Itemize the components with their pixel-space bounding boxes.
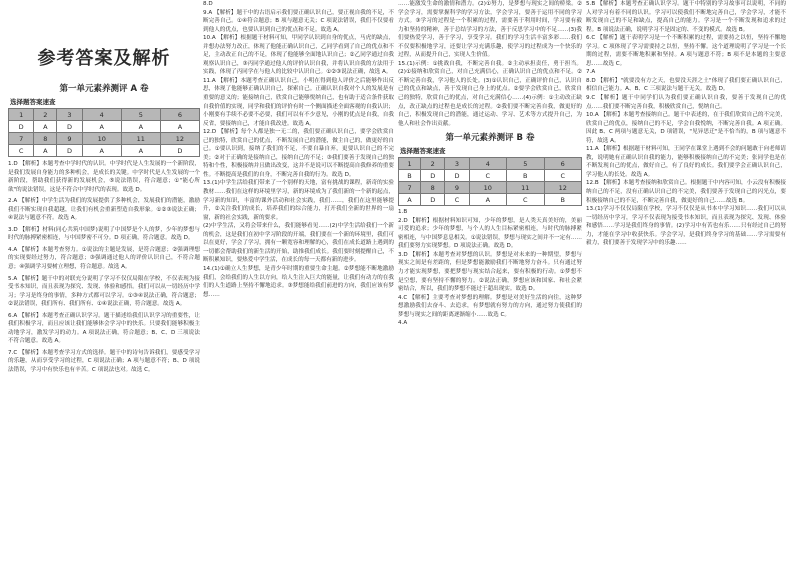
column-1 [8,0,200,561]
answer-table-title: 选择题答案速查 [10,98,56,106]
answer-paragraph: 5.B 【解析】本题考查正确认识学习。题干中特别的学习故事可以说明，不同的人对学习有着不同的认识。学习可以使我们不断地完善自己，学会学习，才能不断发现自己的不足和缺点，提高自己的能力。学习是一个不断发现和追求的过程。B 项说法正确，说明学习不是固定的、不变的模式。故选 B。 [586,1,786,33]
answer-paragraph: (2)中学生活，又将会带来什么，我们能够看见……(2)中学生活给我们一个新的机会，这是我们在初中学习阶段的开端，我们要在一个新的环境里，我们可以在更好，学会了学习，拥有一颗宽容和理解的心，我们在成长道路上遇到的一切都会帮助我们的新生活的开始，助推我们成长。我们要时刻提醒自己，不断积累知识，要热爱中学生活，在成长的每一天都有新的进步。 [203,223,394,264]
column-4 [586,0,786,561]
answer-paragraph: 8.D [203,1,213,7]
table-cell: 3 [445,158,469,170]
answer-paragraph: 4.A [398,320,408,327]
table-cell: 12 [544,182,582,194]
table-cell: 6 [544,158,582,170]
table-cell: 7 [399,182,421,194]
answer-paragraph: 2.A 【解析】中学生活为我们的发展提供了多种机会，发展我们的潜能，激励我们不断实现自我超越，让我们有机会重新塑造自我形象。①②③说法正确；④说法与题意不符。故选 A。 [8,198,200,222]
table-cell: A [469,194,506,206]
answer-paragraph: 6.C 【解析】题干表明学习是一个不断积累的过程，需要持之以恒，坚持不懈地学习。C 项体现了学习需要持之以恒，坚持不懈。这个道理说明了学习是一个长期的过程，需要不断地积累和坚持。A 项与题意不符；B 项不是本题的主要意思……故选 C。 [586,35,786,67]
answer-paragraph: 4.A 【解析】本题考查努力。①说法的主题是发展，是符合题意；②强调理想的实现要经过努力，符合题意；③强调通过他人的评价认识自己，不符合题意；④强调学习要树立理想，符合题意。故选 A。 [8,246,200,271]
answer-paragraph: 4.C 【解析】主要考查对梦想的理解。梦想是对美好生活的向往，这种梦想激励我们去奋斗、去追求，有梦想就有努力的方向，通过努力使我们的梦想与现实之间的距离逐渐缩小……故选 C。 [398,294,582,318]
table-cell: C [445,194,469,206]
answer-paragraph: 1.D 【解析】本题考查中学时代的认识。中学时代是人生发展的一个新阶段，是我们发展自身能力的多种机会，是成长的关键。中学时代是人生发展的一个新阶段，帮助我们获得新的发展机会，⑤说法错误，符合题意；①"能心所欲"的说法错误，这是不符合中学时代的表现。故选 D。 [8,161,200,193]
answer-paragraph: 13.(1)学习不仅仅局限在学校，学习不仅仅是从书本中学习知识……我们可以从一切经历中学习，学习不仅表现为接受书本知识，而且表现为探究、发现、体验和感悟……学习是我们终身的事情。(2)学习中有苦也有乐……只有经过自己的努力，才能在学习中收获快乐。学会学习，是我们终身学习的基础……学习需要有毅力，我们要善于发现学习中的乐趣…… [586,206,786,247]
table-cell: 2 [421,158,445,170]
answer-paragraph: 2.D 【解析】根据材料知识可知，少年的梦想，是人类天真美好的，美丽可爱的追求；少年的梦想，与个人的人生目标紧密相连，与时代的脉搏紧密相连，与中国梦息息相关。①说法错误，梦想与现实之间并不一定有……我们要努力实现梦想。D 项说法正确。故选 D。 [398,217,582,250]
answer-paragraph: 14.(1)①确立人生梦想，是青少年时期的重要生命主题。②梦想能不断地激励我们，会给我们的人生以方向，给人生注入巨大的能量，让我们有动力的在我们的人生道路上坚持不懈地追求。③梦想能给我们前进的方向，我们应该有梦想…… [203,265,394,298]
table-cell: 1 [9,109,34,121]
table-cell: 4 [469,158,506,170]
table-cell: B [507,170,544,182]
answer-paragraph: 11.A 【解析】本题考查正确认识自己。小明在得到他人评价之后能够作出反思，体现了他能够正确认识自己，探索自己。正确认识自我对个人的发展是有重要的意义的；能接纳自己，欣赏自己能够悦纳自己，也有助于适合条件获取自我价值的实现，同学和我们的评价有时一个侧面描述全面客观的自我认识；小刚要有手续不必要不必要，我们可以有不少意见，小刚的优点是自我，自我反省，要接纳自己，才能自我改进。故选 A。 [203,77,394,127]
table-cell: C [9,145,34,157]
answer-paragraph: 13.(1)中学生活给我们带来了一个别样的天地，富有挑战的课程，新奇的实验教材……我们在这样的环境里学习，新的环境成为了我们新的一个新的起点，学习新的知识，丰富的课外活动和社会实践，我们……，我们在这里能够提升，②关注我们的成长，培养我们的综合能力，打开我们全新的世界的一扇窗，新的社会实践，新的要求。 [203,180,394,221]
table-cell: C [469,170,506,182]
answer-paragraph: 12.B 【解析】本题考查接纳和欣赏自己。根据题干中内容可知，小云没有积极接纳自己的不足，没有正确认识自己的不完美，我们要善于发现自己的闪光点，要积极接纳自己的不足，不断完善自我，做更好的自己……故选 B。 [586,180,786,204]
answer-paragraph: 6.A 【解析】本题考查正确认识学习。题干描述给我们认识学习的重要性，让我们积极学习，而且应该让我们能够体会学习中的快乐。只要我们能够积极主动地学习，激发学习的动力。A 项说法正确，符合题意；B、C、D 三项说法不符合题意。故选 A。 [8,312,200,345]
table-cell: 11 [507,182,544,194]
table-cell: 11 [121,133,160,145]
table-cell: D [445,170,469,182]
table-cell: A [399,194,421,206]
table-cell: 12 [160,133,199,145]
table-cell: 4 [82,109,121,121]
table-cell: D [421,194,445,206]
table-cell: A [34,121,57,133]
answer-paragraph: 3.D 【解析】本题考查对梦想的认识。梦想是对未来的一种期望，梦想与现实之间是有差距的，但是梦想能激励我们不断地努力奋斗。只有通过努力才能实现梦想，要把梦想与现实结合起来，要有积极的行动。①梦想不是空想，要有坚持不懈的努力。②说法正确，梦想应该和国家、和社会紧密结合，所以，我们的梦想不能过于超出现实。故选 D。 [398,251,582,293]
answer-table-title: 选择题答案速查 [400,147,446,156]
answer-table-a [8,108,200,157]
answer-paragraph: 12.D 【解析】每个人都是独一无二的，我们要正确认识自己，要学会欣赏自己的独特，欣赏自己的优点，不断发展自己的潜能，做主自己的，做更好的自己。①要认识到，接纳了我们的不足，不要自暴自弃，更要认识自己的不完美；②对于正确的是接纳自己，接纳自己的不足；③我们要善于发现自己的独特和个性，积极接纳并且做出改变，这并不是说可以不断提高自我修养的重要性。不断提高是我们的自身，不断完善自我的行为。故选 D。 [203,129,394,178]
answer-paragraph: 7.C 【解析】本题考查学习方式的选择。题干中的诗句告诉我们，要感受学习的乐趣，从而享受学习的过程，C 项说法正确；A 项与题意不符；B、D 项说法错误，学习中有快乐也有辛苦。C 项说法也对。故选 C。 [8,349,200,374]
table-cell: D [421,170,445,182]
answer-paragraph: 7.A [586,69,596,76]
table-cell: 8 [421,182,445,194]
answer-paragraph: 5.A 【解析】题干中的对联充分说明了学习不仅仅局限在学校，不仅表现为接受书本知识，而且表现为探究、发现、体验和感悟。我们可以从一切经历中学习；学习是终身的事情，多种方式都可以学习。①③④说法正确，符合题意；②说法错误，我们所有、我们所有、①④说法正确，符合题意。故选 A。 [8,275,200,308]
page-title: 参考答案及解析 [37,48,171,69]
table-cell: 6 [160,109,199,121]
table-cell: 5 [121,109,160,121]
table-cell: 2 [34,109,57,121]
section-heading-a: 第一单元素养测评 A 卷 [59,84,149,94]
table-cell: 9 [445,182,469,194]
table-cell: 7 [9,133,34,145]
table-cell: 10 [82,133,121,145]
answer-paragraph: 10.A 【解析】本题考查接纳自己。题干中表述的，在于我们欣赏自己的不完美，欣赏自己的优点，接纳自己的不足，学会自我悦纳，不断完善自我。A 项正确。因此 B、C 两项与题意无关，D 项错误，"见异思迁"是不恰当的，B 项与题意不符，故选 A。 [586,112,786,144]
table-cell: A [82,121,121,133]
table-cell: 8 [34,133,57,145]
table-cell: C [507,194,544,206]
table-cell: A [121,121,160,133]
table-cell: A [34,145,57,157]
table-cell: D [9,121,34,133]
answer-paragraph: 10.A 【解析】根据题干材料可知，甲同学认识到自身的优点，马虎的缺点，并想办法努力改正，体现了他能正确认识自己，乙同学看到了自己的优点和不足，主动改正自己的不足，体现了他能够全面地认识自己；②乙同学通过自我观察认识自己，③丙同学通过他人的评价认识自我，并将认识自我的方法用于实践，体现了丙同学在与他人的比较中认识自己。①②③说法正确，故选 A。 [203,35,394,76]
answer-paragraph: 8.D 【解析】"就要没有方之天，也要没天涯之土"体现了我们要正确认识自己，相信自己能力。A、B、C 三项说法与题干无关。故选 D。 [586,77,786,93]
table-cell: 3 [57,109,82,121]
table-cell: C [544,170,582,182]
answer-paragraph: 15.(1)示例：①挑战自我，不断完善自我。②主动承担责任，勇于担当。(2)①接纳和欣赏自己，对自己充满信心，正确认识自己的优点和不足。②不断完善自我，学习他人的长处。(3)①认识自己，正确评价自己，认识自己的优点和缺点，善于发现自己身上的优点。②要学会欣赏自己，欣赏自己的独特，欣赏自己的优点，对自己充满信心……(4)示例：①主动改正缺点，改正缺点的过程也是成长的过程。②我们要不断完善自我，做更好的自己，积极发现自己的潜能，通过运动、学习、艺术等方式提升自己，为他人和社会作出贡献。 [398,60,582,127]
section-heading-b: 第一单元素养测评 B 卷 [445,133,535,144]
table-cell: 9 [57,133,82,145]
answer-paragraph: ……能激发生命的激情和潜力。(2)①努力，是梦想与现实之间的桥梁。②学会学习，需要掌握科学的学习方法，学会学习，要善于运用不同的学习方式。③学习的过程是一个积累的过程，需要善于利用时间，学习要有毅力和坚持的精神，善于总结学习的方法，善于反思学习中的不足……(3)我们要热爱学习，善于学习，享受学习。我们的学习生活丰富多彩……我们不仅要积极地学习，还要让学习充满乐趣，使学习的过程成为一个快乐的过程，从而提升自己，实现人生价值。 [398,1,582,59]
table-cell: B [399,170,421,182]
table-cell: A [160,121,199,133]
table-cell: 5 [507,158,544,170]
table-cell: 1 [399,158,421,170]
answer-paragraph: 3.D 【解析】材料(同心共筑中国梦)说明了中国梦是个人的梦，少年的梦想与时代的脉搏紧密相连，与中国梦密不可分。D 项正确，符合题意。故选 D。 [8,226,200,242]
table-cell: 10 [469,182,506,194]
table-cell: D [57,121,82,133]
table-cell: D [57,145,82,157]
answer-table-b [398,157,582,206]
table-cell: A [82,145,121,157]
answer-paragraph: 9.A 【解析】题干中的古语启示我们要正确认识自己，要正视自我的不足，不断完善自己。①④符合题意；B 项与题意无关；C 项说法错误，我们不仅要看到他人的优点，也要认识到自己的优点和不足。故选 A。 [203,9,394,33]
column-2 [203,0,394,561]
answer-paragraph: 9.C 【解析】题干中同学们认为我们要正确认识自我，要善于发现自己的优点……我们要不断完善自我，积极欣赏自己，悦纳自己。 [586,95,786,110]
table-cell: B [544,194,582,206]
answer-paragraph: 1.B [398,209,408,216]
answer-paragraph: 11.A 【解析】根据题干材料可知，王同学在课堂上遇到不会的问题敢于向老师请教，说明她有正确认识自我的能力，能够积极接纳自己的不完美；张同学也是在不断发现自己的优点，做好自己，有了良好的成长。我们要学会正确认识自己，学习他人的长处。故选 A。 [586,146,786,178]
table-cell: D [160,145,199,157]
column-3 [398,0,582,561]
table-cell: A [121,145,160,157]
